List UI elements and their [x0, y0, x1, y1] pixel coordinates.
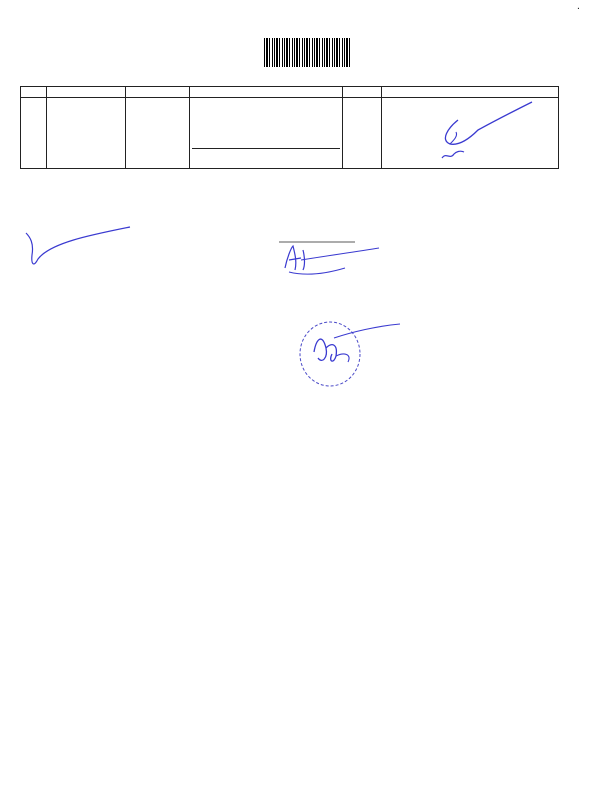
barcode-image [264, 38, 352, 67]
docs-count [192, 148, 340, 159]
weight-pcs-cell [126, 98, 190, 169]
consignee-cell [190, 98, 343, 169]
col-header-remarks [343, 87, 382, 98]
delivery-signature [430, 100, 540, 170]
sno-cell [21, 98, 47, 169]
staff-signature [275, 240, 385, 280]
remarks-cell [343, 98, 382, 169]
round-stamp [292, 318, 402, 398]
col-header-consignee [190, 87, 343, 98]
table-header-row [21, 87, 559, 98]
col-header-consignment [47, 87, 126, 98]
col-header-seal [382, 87, 559, 98]
consignment-cell [47, 98, 126, 169]
col-header-sno [21, 87, 47, 98]
corner-mark: · [576, 4, 581, 13]
verified-signature [20, 225, 140, 270]
